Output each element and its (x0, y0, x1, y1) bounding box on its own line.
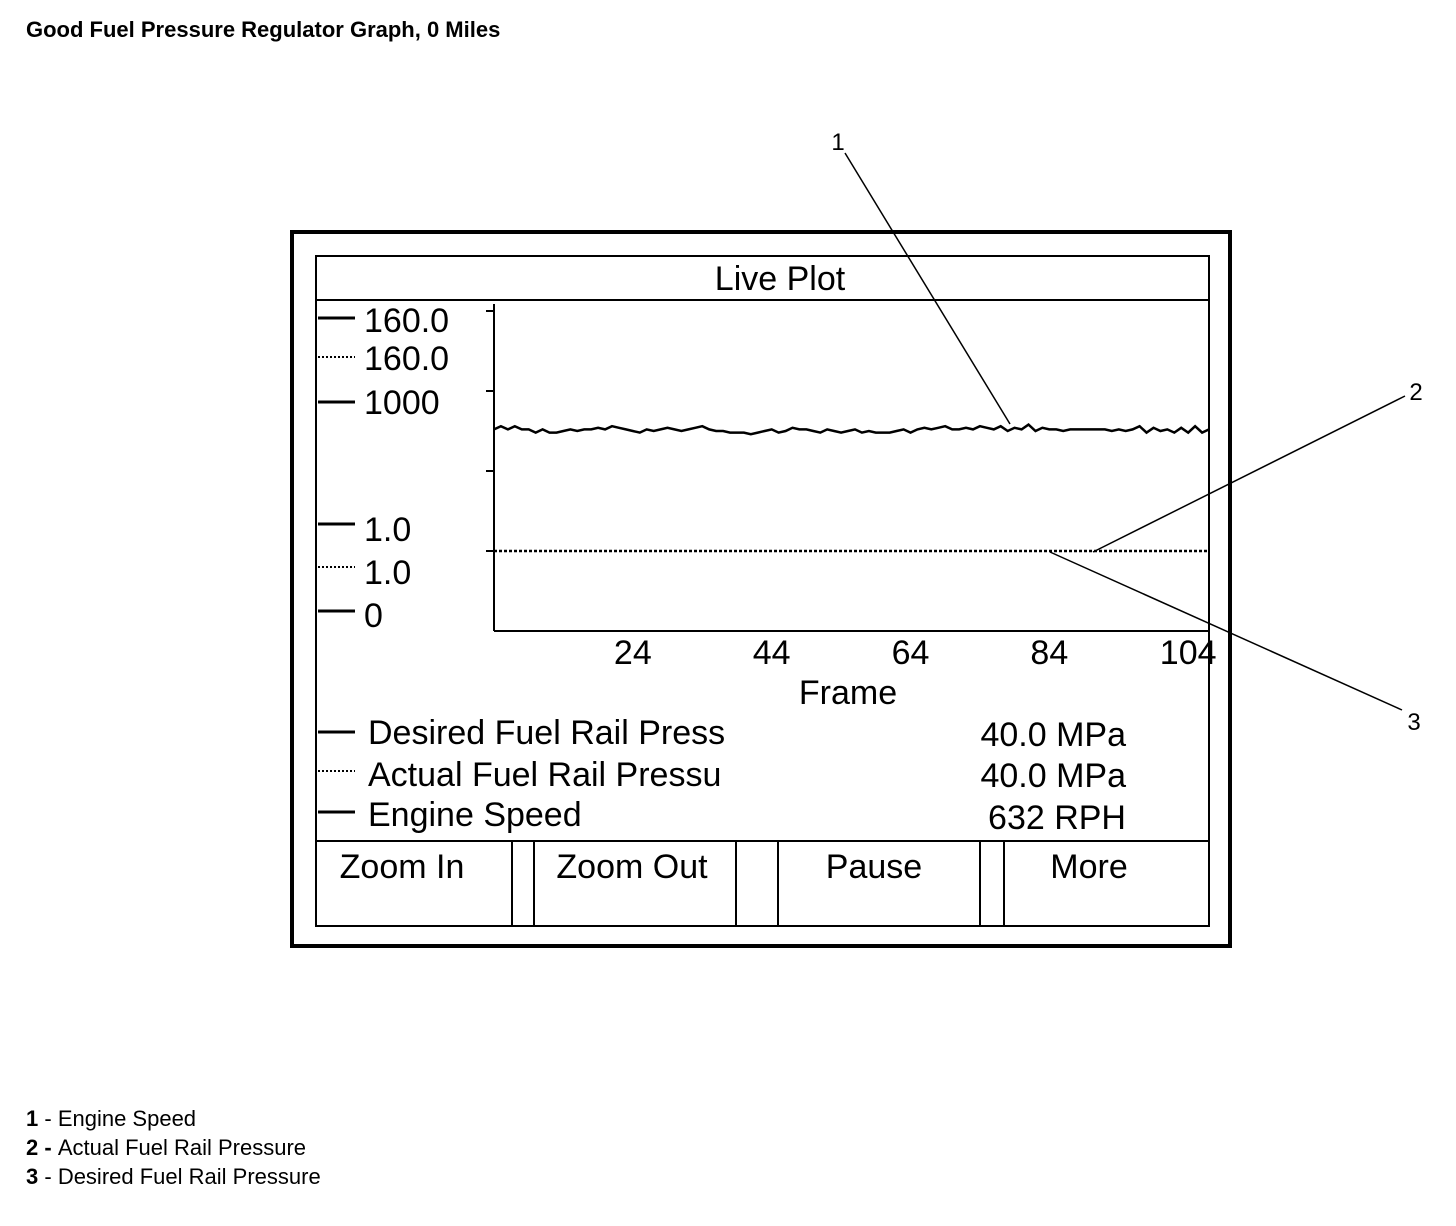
figure-title: Good Fuel Pressure Regulator Graph, 0 Miles (26, 17, 501, 42)
zoom-in-button[interactable] (340, 841, 512, 926)
series-layer (494, 425, 1209, 551)
zoom-out-label: Zoom Out (556, 848, 708, 886)
readout-value: 40.0 MPa (980, 716, 1126, 754)
scale-label: 1000 (364, 384, 440, 422)
readout-label: Engine Speed (368, 796, 582, 834)
scale-label: 160.0 (364, 302, 450, 340)
x-tick-label: 84 (1030, 634, 1069, 672)
callout-leader (845, 153, 1010, 424)
x-tick-label: 44 (752, 634, 791, 672)
callout-number: 3 (1407, 709, 1421, 736)
callout-legend-number: 3 (26, 1164, 39, 1189)
y-ticks (486, 311, 494, 551)
x-ticks (614, 634, 1217, 672)
pause-button[interactable] (778, 841, 980, 926)
scale-label: 0 (364, 597, 383, 635)
x-tick-label: 64 (891, 634, 930, 672)
plot-area (486, 304, 1217, 672)
readout-value: 40.0 MPa (980, 757, 1126, 795)
callout-legend-number: 2 (26, 1135, 39, 1160)
callout-legend-label: Actual Fuel Rail Pressure (57, 1135, 307, 1160)
readout-value: 632 RPH (988, 799, 1126, 837)
x-axis-label: Frame (798, 674, 898, 712)
readouts (318, 714, 1126, 837)
callout-legend-item: 3 - Desired Fuel Rail Pressure (26, 1164, 321, 1189)
x-tick-label: 104 (1159, 634, 1217, 672)
x-tick-label: 24 (613, 634, 652, 672)
scale-legend (318, 302, 449, 635)
pause-label: Pause (825, 848, 923, 886)
scale-label: 160.0 (364, 340, 450, 378)
more-label: More (1050, 848, 1128, 886)
callout-legend-label: Desired Fuel Rail Pressure (57, 1164, 321, 1189)
scale-label: 1.0 (364, 554, 412, 592)
callout-legend-number: 1 (26, 1106, 39, 1131)
series-line-0 (494, 425, 1209, 435)
zoom-out-button[interactable] (534, 841, 736, 926)
readout-label: Actual Fuel Rail Pressu (368, 756, 722, 794)
callout-legend (26, 1104, 321, 1191)
readout-label: Desired Fuel Rail Press (368, 714, 726, 752)
scale-label: 1.0 (364, 511, 412, 549)
callout-legend-item: 1 - Engine Speed (26, 1106, 197, 1131)
callout-legend-label: Engine Speed (57, 1106, 197, 1131)
zoom-in-label: Zoom In (339, 848, 465, 886)
callout-number: 2 (1409, 379, 1423, 406)
callout-leader (1093, 396, 1405, 552)
callout-number: 1 (831, 129, 845, 156)
callout-legend-item: 2 - Actual Fuel Rail Pressure (26, 1135, 307, 1160)
screen-title: Live Plot (714, 260, 846, 298)
more-button[interactable] (1004, 841, 1128, 926)
